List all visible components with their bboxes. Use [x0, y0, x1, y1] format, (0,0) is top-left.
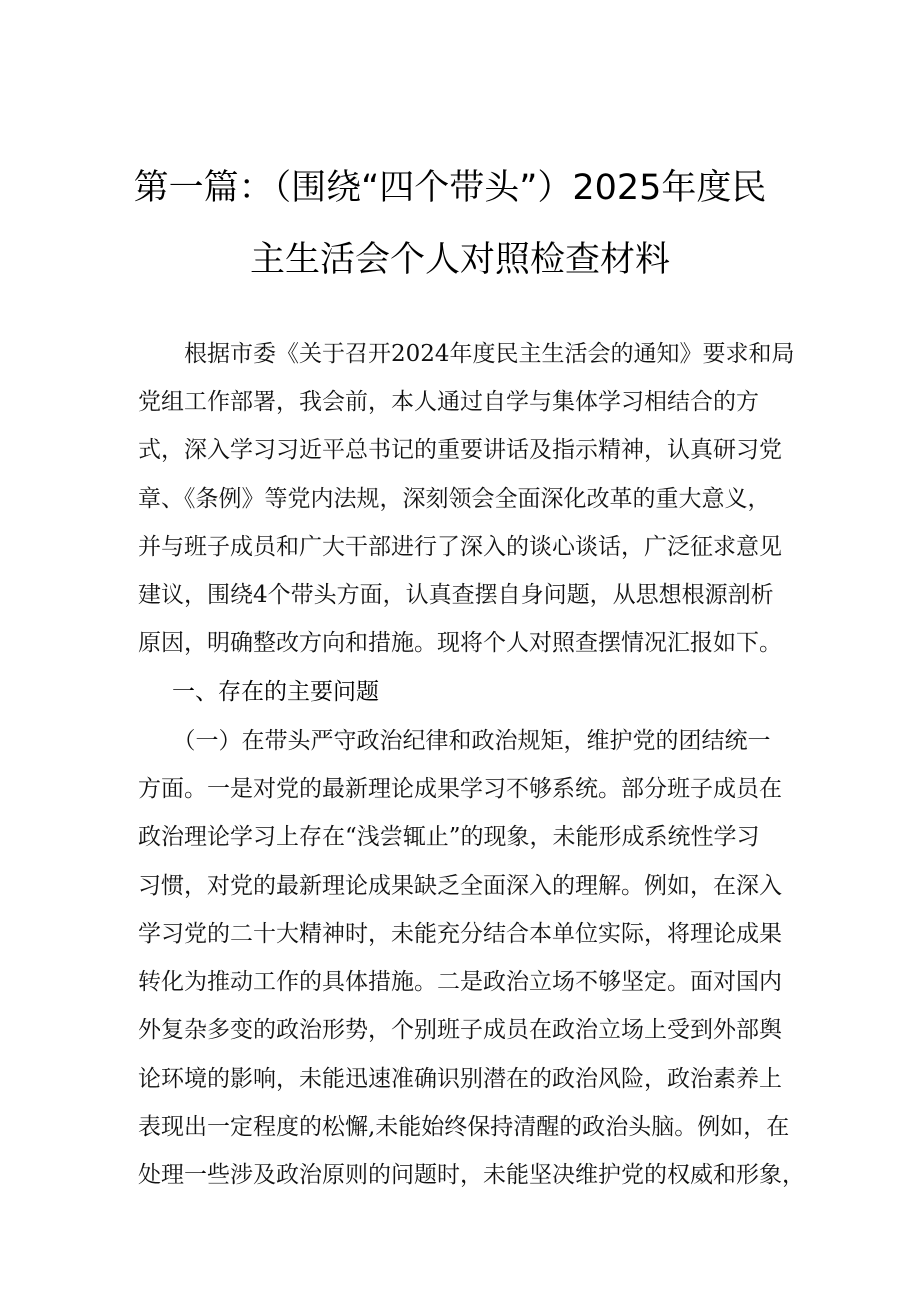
paragraph-line: 建议，围绕4个带头方面，认真查摆自身问题，从思想根源剖析: [138, 582, 774, 608]
paragraph-line: 政治理论学习上存在“浅尝辄止”的现象，未能形成系统性学习: [138, 824, 760, 850]
paragraph-line: 论环境的影响，未能迅速准确识别潜在的政治风险，政治素养上: [138, 1066, 782, 1092]
paragraph-line: （一）在带头严守政治纪律和政治规矩，维护党的团结统一: [138, 728, 771, 754]
paragraph-line: 处理一些涉及政治原则的问题时，未能坚决维护党的权威和形象，: [138, 1162, 805, 1188]
paragraph-line: 转化为推动工作的具体措施。二是政治立场不够坚定。面对国内: [138, 969, 782, 995]
paragraph-line: 原因，明确整改方向和措施。现将个人对照查摆情况汇报如下。: [138, 630, 782, 656]
document-title-line-1: 第一篇：（围绕“四个带头”）2025年度民: [133, 168, 767, 208]
paragraph-line: 习惯，对党的最新理论成果缺乏全面深入的理解。例如，在深入: [138, 873, 782, 899]
paragraph-line: 党组工作部署，我会前，本人通过自学与集体学习相结合的方: [138, 389, 759, 415]
paragraph-line: 表现出一定程度的松懈,未能始终保持清醒的政治头脑。例如，在: [138, 1114, 790, 1140]
paragraph-line: 学习党的二十大精神时，未能充分结合本单位实际，将理论成果: [138, 921, 782, 947]
paragraph-line: 式，深入学习习近平总书记的重要讲话及指示精神，认真研习党: [138, 437, 782, 463]
paragraph-line: 方面。一是对党的最新理论成果学习不够系统。部分班子成员在: [138, 776, 782, 802]
paragraph-line: 并与班子成员和广大干部进行了深入的谈心谈话，广泛征求意见: [138, 534, 782, 560]
paragraph-line: 外复杂多变的政治形势，个别班子成员在政治立场上受到外部舆: [138, 1017, 782, 1043]
paragraph-line: 根据市委《关于召开2024年度民主生活会的通知》要求和局: [138, 341, 795, 367]
paragraph-line: 章、《条例》等党内法规，深刻领会全面深化改革的重大意义，: [138, 486, 771, 512]
section-heading-problems: 一、存在的主要问题: [172, 679, 379, 705]
document-title-line-2: 主生活会个人对照检查材料: [249, 240, 670, 280]
